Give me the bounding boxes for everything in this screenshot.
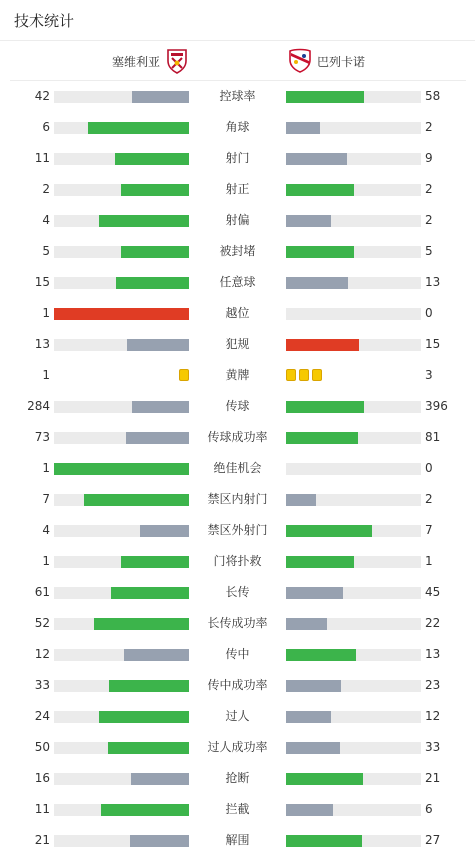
team-header bbox=[0, 45, 475, 77]
stat-row[interactable] bbox=[0, 267, 475, 298]
stat-row[interactable] bbox=[0, 81, 475, 112]
home-value: 73 bbox=[34, 430, 50, 444]
away-bar-track bbox=[286, 463, 421, 475]
stat-label: 解围 bbox=[225, 833, 250, 847]
away-value: 22 bbox=[425, 616, 441, 630]
home-value: 12 bbox=[34, 647, 50, 661]
home-bar-track bbox=[54, 835, 189, 847]
home-value: 1 bbox=[42, 306, 50, 320]
away-value: 12 bbox=[425, 709, 441, 723]
stats-list bbox=[0, 81, 475, 856]
stat-row[interactable] bbox=[0, 329, 475, 360]
stat-row[interactable] bbox=[0, 205, 475, 236]
away-value: 1 bbox=[425, 554, 433, 568]
stat-row[interactable] bbox=[0, 515, 475, 546]
home-value: 42 bbox=[34, 89, 50, 103]
away-value: 45 bbox=[425, 585, 441, 599]
home-bar-fill bbox=[126, 432, 189, 444]
stat-label: 禁区内射门 bbox=[207, 492, 268, 506]
home-bar-fill bbox=[94, 618, 189, 630]
home-bar-fill bbox=[111, 587, 189, 599]
away-team[interactable] bbox=[288, 45, 365, 77]
page-title: 技术统计 bbox=[14, 12, 75, 30]
away-bar-track bbox=[286, 773, 421, 785]
home-value: 6 bbox=[42, 120, 50, 134]
home-value: 50 bbox=[34, 740, 50, 754]
away-bar-fill bbox=[286, 680, 341, 692]
home-value: 33 bbox=[34, 678, 50, 692]
home-value: 11 bbox=[34, 151, 50, 165]
home-bar-track bbox=[54, 773, 189, 785]
stat-label: 射偏 bbox=[225, 213, 250, 227]
stat-row[interactable] bbox=[0, 391, 475, 422]
home-bar-fill bbox=[132, 91, 189, 103]
away-bar-fill bbox=[286, 649, 356, 661]
stat-label: 抢断 bbox=[225, 771, 250, 785]
yellow-card-icon bbox=[179, 369, 189, 381]
home-bar-track bbox=[54, 246, 189, 258]
away-value: 13 bbox=[425, 275, 441, 289]
away-bar-fill bbox=[286, 835, 362, 847]
home-bar-track bbox=[54, 153, 189, 165]
stat-row[interactable] bbox=[0, 701, 475, 732]
away-bar-track bbox=[286, 401, 421, 413]
away-bar-track bbox=[286, 339, 421, 351]
home-bar-fill bbox=[99, 215, 189, 227]
away-value: 2 bbox=[425, 120, 433, 134]
away-value: 23 bbox=[425, 678, 441, 692]
home-bar-track bbox=[54, 494, 189, 506]
stat-label: 犯规 bbox=[225, 337, 250, 351]
sevilla-crest-icon bbox=[165, 48, 189, 74]
away-bar-fill bbox=[286, 742, 340, 754]
home-value: 284 bbox=[27, 399, 50, 413]
away-bar-track bbox=[286, 804, 421, 816]
stat-row[interactable] bbox=[0, 484, 475, 515]
away-value: 15 bbox=[425, 337, 441, 351]
home-bar-track bbox=[54, 277, 189, 289]
home-bar-fill bbox=[130, 835, 189, 847]
home-value: 13 bbox=[34, 337, 50, 351]
stat-row[interactable] bbox=[0, 608, 475, 639]
stat-label: 拦截 bbox=[225, 802, 250, 816]
stat-label: 长传成功率 bbox=[207, 616, 268, 630]
away-bar-track bbox=[286, 649, 421, 661]
stat-label: 被封堵 bbox=[219, 244, 256, 258]
home-bar-track bbox=[54, 618, 189, 630]
stat-label: 控球率 bbox=[219, 89, 256, 103]
away-bar-fill bbox=[286, 215, 331, 227]
home-bar-fill bbox=[88, 122, 189, 134]
away-bar-fill bbox=[286, 246, 354, 258]
home-value: 15 bbox=[34, 275, 50, 289]
stat-label: 越位 bbox=[225, 306, 250, 320]
yellow-card-icon bbox=[299, 369, 309, 381]
home-bar-track bbox=[54, 804, 189, 816]
stat-label: 射门 bbox=[225, 151, 250, 165]
stat-row[interactable] bbox=[0, 546, 475, 577]
home-value: 1 bbox=[42, 368, 50, 382]
home-bar-fill bbox=[140, 525, 189, 537]
home-bar-track bbox=[54, 525, 189, 537]
away-value: 0 bbox=[425, 461, 433, 475]
home-bar-fill bbox=[54, 463, 189, 475]
away-bar-fill bbox=[286, 525, 372, 537]
home-bar-fill bbox=[132, 401, 189, 413]
away-value: 396 bbox=[425, 399, 448, 413]
home-value: 1 bbox=[42, 554, 50, 568]
home-bar-fill bbox=[115, 153, 189, 165]
home-value: 5 bbox=[42, 244, 50, 258]
stat-row[interactable] bbox=[0, 794, 475, 825]
away-bar-fill bbox=[286, 91, 364, 103]
stat-label: 传球成功率 bbox=[207, 430, 268, 444]
stat-row[interactable] bbox=[0, 670, 475, 701]
away-bar-track bbox=[286, 556, 421, 568]
away-bar-fill bbox=[286, 711, 331, 723]
home-bar-track bbox=[54, 742, 189, 754]
stat-label: 传中成功率 bbox=[207, 678, 268, 692]
stat-row[interactable] bbox=[0, 732, 475, 763]
stat-label: 传中 bbox=[225, 647, 250, 661]
home-bar-fill bbox=[99, 711, 189, 723]
home-value: 61 bbox=[34, 585, 50, 599]
away-value: 2 bbox=[425, 492, 433, 506]
stat-row[interactable] bbox=[0, 577, 475, 608]
away-value: 58 bbox=[425, 89, 441, 103]
away-bar-track bbox=[286, 587, 421, 599]
away-value: 7 bbox=[425, 523, 433, 537]
stat-row[interactable] bbox=[0, 236, 475, 267]
home-yellow-cards bbox=[179, 369, 189, 383]
away-bar-track bbox=[286, 215, 421, 227]
title-divider bbox=[0, 40, 475, 41]
away-value: 3 bbox=[425, 368, 433, 382]
away-bar-fill bbox=[286, 122, 320, 134]
away-value: 13 bbox=[425, 647, 441, 661]
away-value: 6 bbox=[425, 802, 433, 816]
home-bar-fill bbox=[124, 649, 189, 661]
home-team[interactable] bbox=[112, 45, 189, 77]
away-value: 81 bbox=[425, 430, 441, 444]
home-value: 21 bbox=[34, 833, 50, 847]
stat-label: 任意球 bbox=[219, 275, 256, 289]
away-bar-fill bbox=[286, 494, 316, 506]
away-bar-fill bbox=[286, 556, 354, 568]
away-yellow-cards bbox=[286, 369, 322, 383]
home-bar-fill bbox=[101, 804, 189, 816]
home-bar-fill bbox=[121, 246, 189, 258]
away-bar-fill bbox=[286, 277, 348, 289]
away-bar-track bbox=[286, 432, 421, 444]
home-bar-track bbox=[54, 401, 189, 413]
stat-label: 黄牌 bbox=[225, 368, 250, 382]
away-bar-fill bbox=[286, 804, 333, 816]
away-bar-track bbox=[286, 525, 421, 537]
away-bar-track bbox=[286, 91, 421, 103]
home-bar-fill bbox=[54, 308, 189, 320]
away-bar-track bbox=[286, 277, 421, 289]
stat-row[interactable] bbox=[0, 143, 475, 174]
away-bar-track bbox=[286, 680, 421, 692]
stat-label: 传球 bbox=[225, 399, 250, 413]
away-value: 2 bbox=[425, 182, 433, 196]
home-bar-track bbox=[54, 556, 189, 568]
stat-label: 长传 bbox=[225, 585, 250, 599]
stat-label: 绝佳机会 bbox=[213, 461, 262, 475]
stat-label: 角球 bbox=[225, 120, 250, 134]
away-bar-track bbox=[286, 122, 421, 134]
home-value: 52 bbox=[34, 616, 50, 630]
home-bar-track bbox=[54, 680, 189, 692]
away-bar-fill bbox=[286, 587, 343, 599]
home-value: 11 bbox=[34, 802, 50, 816]
away-bar-track bbox=[286, 835, 421, 847]
home-value: 2 bbox=[42, 182, 50, 196]
stat-row[interactable] bbox=[0, 422, 475, 453]
home-bar-fill bbox=[84, 494, 189, 506]
home-value: 24 bbox=[34, 709, 50, 723]
away-value: 9 bbox=[425, 151, 433, 165]
away-bar-fill bbox=[286, 153, 347, 165]
away-bar-fill bbox=[286, 618, 327, 630]
stat-label: 禁区外射门 bbox=[207, 523, 268, 537]
away-value: 33 bbox=[425, 740, 441, 754]
away-bar-fill bbox=[286, 432, 358, 444]
away-bar-track bbox=[286, 711, 421, 723]
stat-row[interactable] bbox=[0, 763, 475, 794]
home-bar-fill bbox=[116, 277, 189, 289]
away-bar-fill bbox=[286, 339, 359, 351]
home-bar-fill bbox=[131, 773, 189, 785]
away-value: 27 bbox=[425, 833, 441, 847]
home-bar-fill bbox=[108, 742, 189, 754]
home-value: 16 bbox=[34, 771, 50, 785]
away-value: 2 bbox=[425, 213, 433, 227]
away-bar-fill bbox=[286, 773, 363, 785]
home-bar-track bbox=[54, 587, 189, 599]
stat-label: 过人成功率 bbox=[207, 740, 268, 754]
home-bar-fill bbox=[127, 339, 189, 351]
home-bar-track bbox=[54, 91, 189, 103]
stat-row[interactable] bbox=[0, 825, 475, 856]
stat-row[interactable] bbox=[0, 453, 475, 484]
stat-row[interactable] bbox=[0, 639, 475, 670]
home-value: 7 bbox=[42, 492, 50, 506]
rayo-vallecano-crest-icon bbox=[288, 48, 312, 74]
stat-row[interactable] bbox=[0, 360, 475, 391]
home-bar-track bbox=[54, 122, 189, 134]
home-bar-fill bbox=[121, 184, 189, 196]
home-team-name: 塞维利亚 bbox=[111, 54, 160, 69]
home-bar-track bbox=[54, 184, 189, 196]
stat-label: 射正 bbox=[225, 182, 250, 196]
home-value: 4 bbox=[42, 213, 50, 227]
home-value: 1 bbox=[42, 461, 50, 475]
yellow-card-icon bbox=[286, 369, 296, 381]
away-bar-track bbox=[286, 494, 421, 506]
yellow-card-icon bbox=[312, 369, 322, 381]
away-bar-track bbox=[286, 153, 421, 165]
away-bar-track bbox=[286, 184, 421, 196]
away-bar-track bbox=[286, 742, 421, 754]
home-bar-fill bbox=[109, 680, 189, 692]
away-bar-track bbox=[286, 308, 421, 320]
home-bar-track bbox=[54, 339, 189, 351]
home-bar-track bbox=[54, 308, 189, 320]
stat-label: 过人 bbox=[225, 709, 250, 723]
stat-row[interactable] bbox=[0, 174, 475, 205]
home-bar-track bbox=[54, 463, 189, 475]
home-bar-track bbox=[54, 649, 189, 661]
away-team-name: 巴列卡诺 bbox=[317, 54, 366, 69]
away-value: 21 bbox=[425, 771, 441, 785]
stat-row[interactable] bbox=[0, 298, 475, 329]
home-value: 4 bbox=[42, 523, 50, 537]
away-value: 5 bbox=[425, 244, 433, 258]
home-bar-track bbox=[54, 711, 189, 723]
home-bar-fill bbox=[121, 556, 189, 568]
stat-label: 门将扑救 bbox=[213, 554, 262, 568]
home-bar-track bbox=[54, 432, 189, 444]
away-bar-fill bbox=[286, 184, 354, 196]
away-bar-track bbox=[286, 246, 421, 258]
away-value: 0 bbox=[425, 306, 433, 320]
home-bar-track bbox=[54, 215, 189, 227]
away-bar-track bbox=[286, 618, 421, 630]
stat-row[interactable] bbox=[0, 112, 475, 143]
away-bar-fill bbox=[286, 401, 364, 413]
